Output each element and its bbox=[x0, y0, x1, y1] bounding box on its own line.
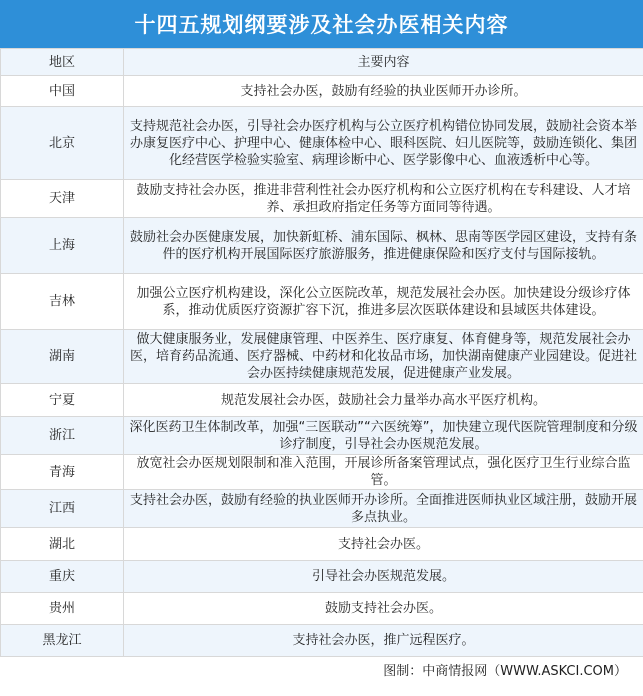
region-cell: 湖南 bbox=[1, 330, 124, 384]
content-cell: 做大健康服务业，发展健康管理、中医养生、医疗康复、体育健身等，规范发展社会办医，培育药品流通、医疗器械、中药材和化妆品市场，加快湖南健康产业园建设。促进社会办医持续健康规范发展，促进健康产业发展。 bbox=[124, 330, 643, 384]
region-cell: 天津 bbox=[1, 180, 124, 218]
content-cell: 鼓励支持社会办医，推进非营利性社会办医疗机构和公立医疗机构在专科建设、人才培养、承担政府指定任务等方面同等待遇。 bbox=[124, 180, 643, 218]
table-row bbox=[1, 625, 643, 657]
region-cell: 青海 bbox=[1, 455, 124, 490]
region-cell: 黑龙江 bbox=[1, 625, 124, 657]
policy-table bbox=[0, 48, 643, 657]
header-content: 主要内容 bbox=[124, 49, 643, 76]
region-cell: 宁夏 bbox=[1, 384, 124, 417]
region-cell: 上海 bbox=[1, 218, 124, 274]
table-row bbox=[1, 528, 643, 561]
content-cell: 鼓励支持社会办医。 bbox=[124, 593, 643, 625]
content-cell: 支持社会办医，鼓励有经验的执业医师开办诊所。 bbox=[124, 76, 643, 107]
content-cell: 加强公立医疗机构建设，深化公立医院改革，规范发展社会办医。加快建设分级诊疗体系，推动优质医疗资源扩容下沉，推进多层次医联体建设和县域医共体建设。 bbox=[124, 274, 643, 330]
content-cell: 支持社会办医，鼓励有经验的执业医师开办诊所。全面推进医师执业区域注册，鼓励开展多点执业。 bbox=[124, 490, 643, 528]
table-row bbox=[1, 218, 643, 274]
table-row bbox=[1, 417, 643, 455]
table-row bbox=[1, 384, 643, 417]
content-cell: 规范发展社会办医，鼓励社会力量举办高水平医疗机构。 bbox=[124, 384, 643, 417]
table-row bbox=[1, 274, 643, 330]
table-row bbox=[1, 593, 643, 625]
content-cell: 放宽社会办医规划限制和准入范围，开展诊所备案管理试点，强化医疗卫生行业综合监管。 bbox=[124, 455, 643, 490]
region-cell: 江西 bbox=[1, 490, 124, 528]
content-cell: 支持社会办医，推广远程医疗。 bbox=[124, 625, 643, 657]
region-cell: 北京 bbox=[1, 107, 124, 180]
table-row bbox=[1, 330, 643, 384]
region-cell: 中国 bbox=[1, 76, 124, 107]
content-cell: 支持规范社会办医，引导社会办医疗机构与公立医疗机构错位协同发展，鼓励社会资本举办康复医疗中心、护理中心、健康体检中心、眼科医院、妇儿医院等，鼓励连锁化、集团化经营医学检验实验室、病理诊断中心、医学影像中心、血液透析中心等。 bbox=[124, 107, 643, 180]
region-cell: 贵州 bbox=[1, 593, 124, 625]
content-cell: 支持社会办医。 bbox=[124, 528, 643, 561]
table-row bbox=[1, 490, 643, 528]
table-row bbox=[1, 455, 643, 490]
region-cell: 湖北 bbox=[1, 528, 124, 561]
table-row bbox=[1, 180, 643, 218]
table-title: 十四五规划纲要涉及社会办医相关内容 bbox=[0, 0, 643, 48]
header-region: 地区 bbox=[1, 49, 124, 76]
region-cell: 重庆 bbox=[1, 561, 124, 593]
region-cell: 浙江 bbox=[1, 417, 124, 455]
table-row bbox=[1, 107, 643, 180]
region-cell: 吉林 bbox=[1, 274, 124, 330]
content-cell: 鼓励社会办医健康发展，加快新虹桥、浦东国际、枫林、思南等医学园区建设，支持有条件的医疗机构开展国际医疗旅游服务，推进健康保险和医疗支付与国际接轨。 bbox=[124, 218, 643, 274]
table-row bbox=[1, 76, 643, 107]
source-credit: 图制：中商情报网（WWW.ASKCI.COM） bbox=[0, 657, 643, 681]
table-row bbox=[1, 561, 643, 593]
content-cell: 引导社会办医规范发展。 bbox=[124, 561, 643, 593]
table-header-row bbox=[1, 49, 643, 76]
content-cell: 深化医药卫生体制改革，加强“三医联动”“六医统筹”，加快建立现代医院管理制度和分级诊疗制度，引导社会办医规范发展。 bbox=[124, 417, 643, 455]
